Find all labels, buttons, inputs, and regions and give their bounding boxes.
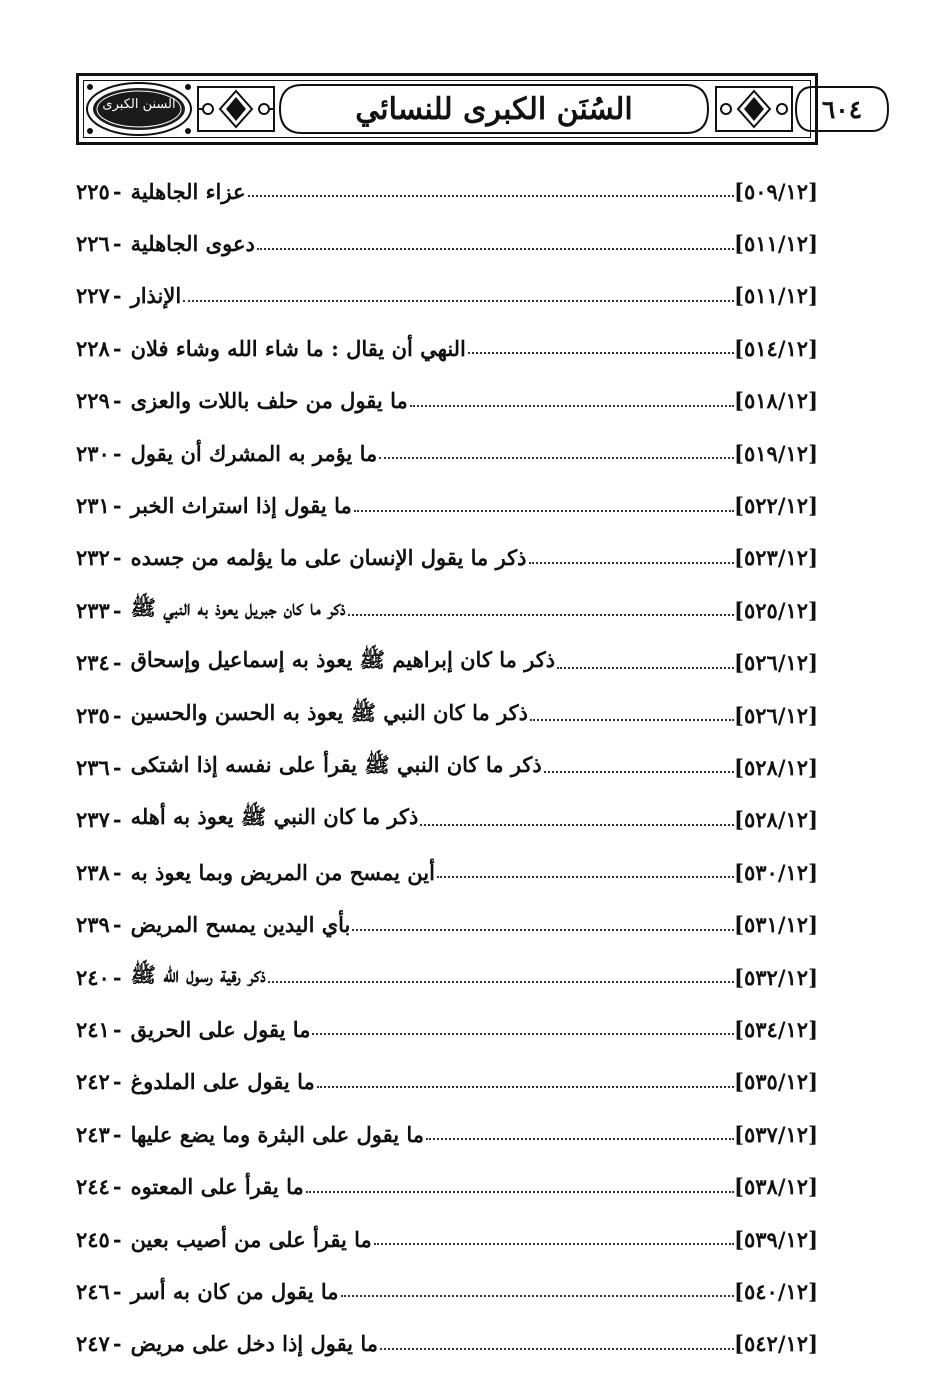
dot-leader	[257, 248, 734, 250]
arabesque-icon	[714, 81, 794, 137]
dot-leader	[183, 300, 734, 302]
dot-leader	[426, 1138, 734, 1140]
entry-dash: -	[112, 702, 122, 728]
entry-reference: [٥٣٢/١٢]	[734, 964, 818, 990]
entry-title: النهي أن يقال : ما شاء الله وشاء فلان	[130, 335, 466, 361]
contents-entry[interactable]	[76, 1003, 818, 1055]
contents-entry[interactable]	[76, 165, 818, 217]
entry-number: ٢٤٠	[76, 964, 110, 990]
entry-title: ما يقول إذا دخل على مريض	[130, 1331, 378, 1357]
contents-entry[interactable]	[76, 898, 818, 950]
contents-entry[interactable]	[76, 846, 818, 898]
entry-reference: [٥١١/١٢]	[734, 283, 818, 309]
entry-reference: [٥٢٥/١٢]	[734, 597, 818, 623]
entry-reference: [٥١٩/١٢]	[734, 440, 818, 466]
entry-dash: -	[112, 1278, 122, 1304]
entry-number: ٢٢٩	[76, 388, 110, 414]
entry-number: ٢٢٧	[76, 283, 110, 309]
entry-title: ما يقرأ على من أصيب بعين	[130, 1226, 372, 1252]
entry-number: ٢٤٥	[76, 1226, 110, 1252]
dot-leader	[420, 824, 734, 826]
entry-dash: -	[112, 912, 122, 938]
seal-text: السنن الكبرى	[102, 97, 176, 112]
entry-title: ذكر ما كان النبي ﷺ يعوذ به أهله	[130, 804, 419, 830]
entry-reference: [٥١٨/١٢]	[734, 388, 818, 414]
dot-leader	[268, 981, 734, 983]
dot-leader	[530, 719, 734, 721]
entry-dash: -	[112, 1331, 122, 1357]
entry-reference: [٥٣٨/١٢]	[734, 1174, 818, 1200]
dot-leader	[312, 1033, 734, 1035]
dot-leader	[468, 352, 734, 354]
entry-reference: [٥٢٨/١٢]	[734, 807, 818, 833]
entry-reference: [٥١٤/١٢]	[734, 335, 818, 361]
entry-title: ما يقرأ على المعتوه	[130, 1174, 304, 1200]
entry-reference: [٥٢٦/١٢]	[734, 702, 818, 728]
title-cartouche	[278, 83, 710, 135]
entry-reference: [٥٣٩/١٢]	[734, 1226, 818, 1252]
contents-entry[interactable]	[76, 270, 818, 322]
entry-reference: [٥٣٤/١٢]	[734, 1016, 818, 1042]
entry-dash: -	[112, 650, 122, 676]
page-number: ٦٠٤	[821, 94, 863, 124]
entry-number: ٢٣٦	[76, 754, 110, 780]
entry-number: ٢٣٠	[76, 440, 110, 466]
entry-dash: -	[112, 493, 122, 519]
dot-leader	[354, 510, 734, 512]
entry-number: ٢٢٥	[76, 178, 110, 204]
contents-entry[interactable]	[76, 1265, 818, 1317]
entry-title: ما يقول على الحريق	[130, 1016, 311, 1042]
entry-dash: -	[112, 1069, 122, 1095]
entry-number: ٢٢٨	[76, 335, 110, 361]
contents-entry[interactable]	[76, 1160, 818, 1212]
entry-number: ٢٣٣	[76, 597, 110, 623]
entry-dash: -	[112, 283, 122, 309]
contents-entry[interactable]	[76, 1108, 818, 1160]
entry-number: ٢٢٦	[76, 231, 110, 257]
entry-reference: [٥٢٨/١٢]	[734, 754, 818, 780]
entry-title: الإنذار	[130, 283, 182, 309]
contents-entry[interactable]	[76, 322, 818, 374]
dot-leader	[557, 667, 734, 669]
entry-title: ما يقول من حلف باللات والعزى	[130, 388, 408, 414]
contents-entry[interactable]	[76, 741, 818, 793]
entry-number: ٢٣٩	[76, 912, 110, 938]
entry-dash: -	[112, 388, 122, 414]
entry-title: ذكر ما كان إبراهيم ﷺ يعوذ به إسماعيل وإسحاق	[130, 647, 556, 673]
contents-entry[interactable]	[76, 1056, 818, 1108]
page-header	[76, 73, 863, 145]
contents-list	[76, 165, 818, 1370]
dot-leader	[379, 457, 734, 459]
entry-title: أين يمسح من المريض وبما يعوذ به	[130, 859, 435, 885]
entry-number: ٢٤٣	[76, 1121, 110, 1147]
entry-title: ذكر رقية رسول الله ﷺ	[130, 961, 266, 987]
entry-dash: -	[112, 1226, 122, 1252]
dot-leader	[317, 1086, 734, 1088]
entry-number: ٢٣١	[76, 493, 110, 519]
contents-entry[interactable]	[76, 689, 818, 741]
entry-dash: -	[112, 231, 122, 257]
contents-entry[interactable]	[76, 479, 818, 531]
entry-number: ٢٣٤	[76, 650, 110, 676]
contents-entry[interactable]	[76, 532, 818, 584]
entry-title: ما يقول على الملدوغ	[130, 1069, 315, 1095]
entry-dash: -	[112, 1016, 122, 1042]
dot-leader	[529, 562, 735, 564]
entry-reference: [٥٣٧/١٢]	[734, 1121, 818, 1147]
contents-entry[interactable]	[76, 217, 818, 269]
entry-dash: -	[112, 859, 122, 885]
entry-reference: [٥١١/١٢]	[734, 231, 818, 257]
entry-title: ما يقول على البثرة وما يضع عليها	[130, 1121, 425, 1147]
dot-leader	[374, 1243, 734, 1245]
entry-reference: [٥٣١/١٢]	[734, 912, 818, 938]
entry-dash: -	[112, 335, 122, 361]
entry-dash: -	[112, 1174, 122, 1200]
entry-title: بأي اليدين يمسح المريض	[130, 912, 351, 938]
contents-entry[interactable]	[76, 375, 818, 427]
book-seal	[84, 81, 194, 137]
entry-dash: -	[112, 597, 122, 623]
entry-dash: -	[112, 754, 122, 780]
entry-title: ذكر ما كان جبريل يعوذ به النبي ﷺ	[130, 594, 346, 620]
ornament-left	[196, 81, 276, 137]
entry-reference: [٥٢٦/١٢]	[734, 650, 818, 676]
entry-dash: -	[112, 1121, 122, 1147]
entry-dash: -	[112, 440, 122, 466]
dot-leader	[410, 405, 734, 407]
entry-number: ٢٣٨	[76, 859, 110, 885]
dot-leader	[352, 929, 734, 931]
entry-dash: -	[112, 178, 122, 204]
entry-reference: [٥٤٢/١٢]	[734, 1331, 818, 1357]
entry-dash: -	[112, 807, 122, 833]
contents-entry[interactable]	[76, 951, 818, 1003]
contents-entry[interactable]	[76, 794, 818, 846]
entry-reference: [٥٠٩/١٢]	[734, 178, 818, 204]
entry-reference: [٥٣٠/١٢]	[734, 859, 818, 885]
entry-number: ٢٣٢	[76, 545, 110, 571]
book-title: السُنَن الكبرى للنسائي	[355, 91, 633, 127]
dot-leader	[341, 1295, 735, 1297]
entry-reference: [٥٤٠/١٢]	[734, 1278, 818, 1304]
entry-title: ما يقول إذا استراث الخبر	[130, 493, 352, 519]
entry-reference: [٥٣٥/١٢]	[734, 1069, 818, 1095]
arabesque-icon	[196, 81, 276, 137]
entry-number: ٢٣٥	[76, 702, 110, 728]
contents-entry[interactable]	[76, 1213, 818, 1265]
entry-number: ٢٤٧	[76, 1331, 110, 1357]
entry-title: ذكر ما يقول الإنسان على ما يؤلمه من جسده	[130, 545, 527, 571]
entry-title: ذكر ما كان النبي ﷺ يقرأ على نفسه إذا اشتكى	[130, 751, 542, 777]
dot-leader	[348, 614, 735, 616]
entry-number: ٢٤٦	[76, 1278, 110, 1304]
entry-number: ٢٤٢	[76, 1069, 110, 1095]
entry-title: دعوى الجاهلية	[130, 231, 255, 257]
contents-entry[interactable]	[76, 584, 818, 636]
dot-leader	[248, 195, 735, 197]
contents-entry[interactable]	[76, 637, 818, 689]
ornament-right	[714, 81, 794, 137]
dot-leader	[380, 1348, 734, 1350]
dot-leader	[306, 1191, 734, 1193]
entry-title: ما يقول من كان به أسر	[130, 1278, 339, 1304]
page-number-cartouche	[794, 85, 890, 133]
dot-leader	[544, 771, 734, 773]
entry-title: عزاء الجاهلية	[130, 178, 246, 204]
entry-reference: [٥٢٢/١٢]	[734, 493, 818, 519]
entry-number: ٢٤٤	[76, 1174, 110, 1200]
contents-entry[interactable]	[76, 427, 818, 479]
entry-number: ٢٤١	[76, 1016, 110, 1042]
entry-title: ذكر ما كان النبي ﷺ يعوذ به الحسن والحسين	[130, 699, 529, 725]
entry-dash: -	[112, 545, 122, 571]
entry-reference: [٥٢٣/١٢]	[734, 545, 818, 571]
entry-title: ما يؤمر به المشرك أن يقول	[130, 440, 378, 466]
entry-number: ٢٣٧	[76, 807, 110, 833]
entry-dash: -	[112, 964, 122, 990]
dot-leader	[437, 876, 734, 878]
contents-entry[interactable]	[76, 1318, 818, 1370]
